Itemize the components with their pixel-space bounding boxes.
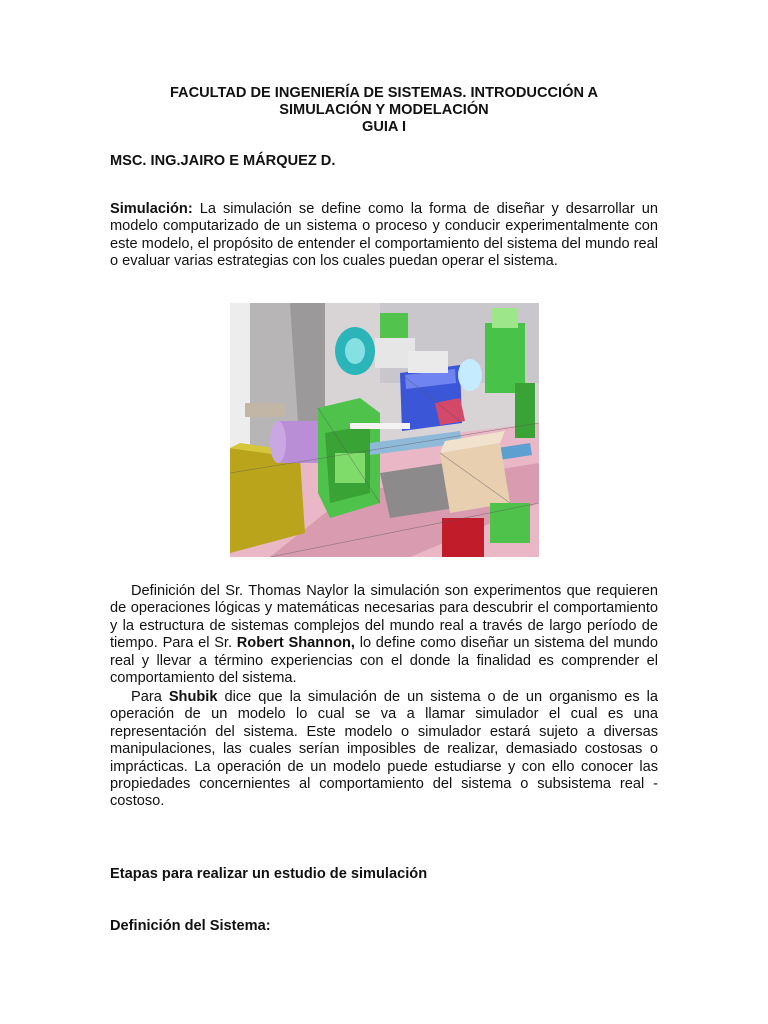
naylor-text-1: Definición del Sr. Thomas Naylor la simulación son experimentos que requieren de operaciones lógicas y matemáticas necesarias para descubrir el comportamiento y la estructura de sistemas complejos del mundo real a través de largo período de tiempo. Para el Sr. — [110, 583, 658, 652]
shubik-paragraph — [110, 689, 658, 811]
etapas-heading: Etapas para realizar un estudio de simulación — [110, 866, 428, 882]
document-title — [110, 85, 658, 136]
definicion-sistema-heading: Definición del Sistema: — [110, 918, 271, 934]
title-line-3: GUIA I — [361, 119, 407, 135]
author-line: MSC. ING.JAIRO E MÁRQUEZ D. — [110, 153, 336, 169]
simulacion-paragraph — [110, 201, 658, 271]
naylor-paragraph — [110, 583, 658, 687]
shubik-text-2: dice que la simulación de un sistema o de un organismo es la operación de un modelo lo cual se va a llamar simulador el cual es una representación del sistema. Este modelo o simulador estará sujeto a diversas manipulaciones, las cuales serían imposibles de realizar, demasiado costosas o imprácticas. La operación de un modelo puede estudiarse y con ello conocer las propiedades concernientes al comportamiento del sistema o subsistema real - costoso. — [110, 689, 658, 810]
simulacion-text: La simulación se define como la forma de diseñar y desarrollar un modelo computarizado de un sistema o proceso y conducir experimentalmente con este modelo, el propósito de entender el comportamiento del sistema del mundo real o evaluar varias estrategias con los cuales puedan operar el sistema. — [110, 201, 658, 270]
simulacion-term: Simulación: — [110, 201, 193, 217]
naylor-text-2: lo define como diseñar un sistema del mundo real y llevar a término experiencias con el donde la finalidad es comprender el comportamiento del sistema. — [110, 635, 659, 687]
machine-cad-illustration — [230, 303, 539, 557]
title-line-1: FACULTAD DE INGENIERÍA DE SISTEMAS. INTRODUCCIÓN A — [169, 85, 599, 101]
shannon-name: Robert Shannon, — [236, 635, 355, 652]
title-line-2: SIMULACIÓN Y MODELACIÓN — [279, 102, 489, 118]
cad-drawing — [230, 303, 539, 557]
shubik-name: Shubik — [168, 689, 218, 705]
shubik-text-1: Para — [131, 689, 169, 705]
